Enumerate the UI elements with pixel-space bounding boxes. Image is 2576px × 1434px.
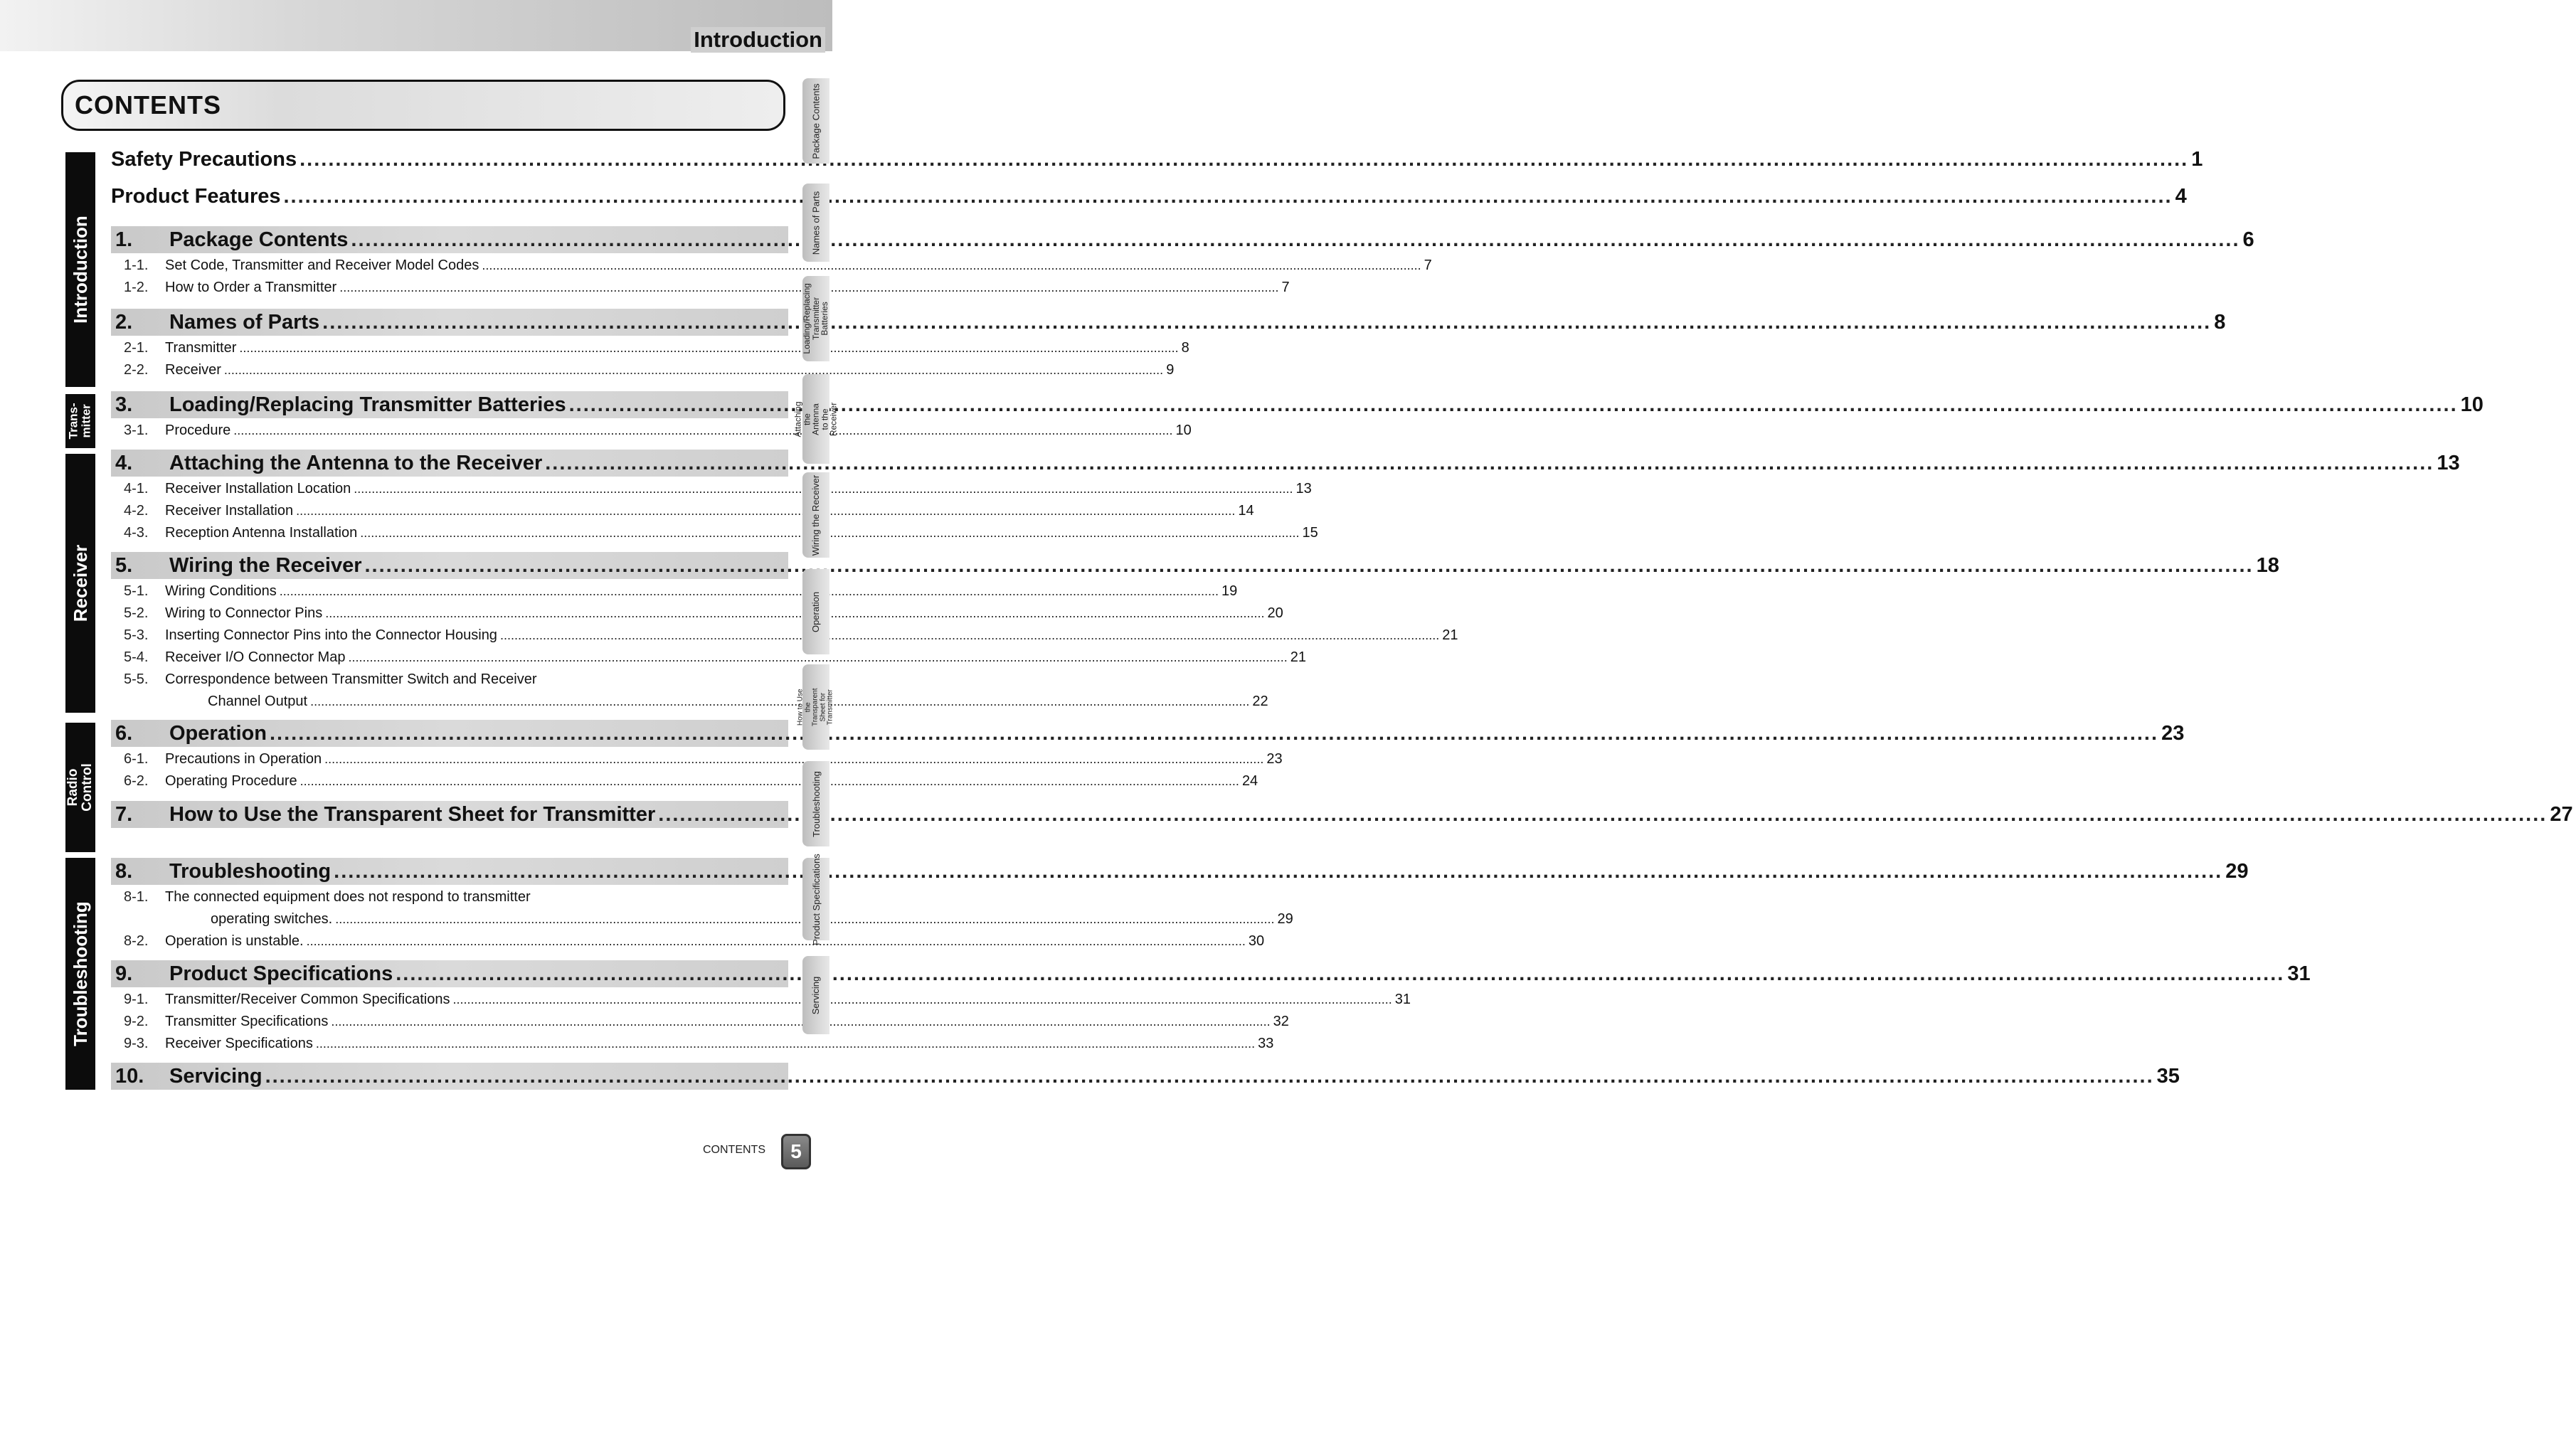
toc-page: 23 <box>2161 721 2185 745</box>
tab-product-specifications[interactable] <box>802 853 829 945</box>
toc-page: 35 <box>2156 1064 2180 1088</box>
toc-page: 10 <box>2460 393 2484 416</box>
toc-label: The connected equipment does not respond to transmitter <box>165 889 531 905</box>
toc-page: 21 <box>1442 627 1458 643</box>
toc-sub-number: 9-2. <box>124 1014 149 1029</box>
toc-sub-number: 5-2. <box>124 605 149 621</box>
tab-label: Package Contents <box>810 83 822 159</box>
toc-entry-features[interactable] <box>111 185 2187 213</box>
toc-section-2[interactable] <box>111 309 2226 336</box>
toc-subentry[interactable] <box>111 337 1189 359</box>
toc-subentry-continued[interactable] <box>111 908 1293 930</box>
toc-page: 24 <box>1241 773 1258 789</box>
toc-label: Procedure <box>165 423 231 438</box>
toc-label: Precautions in Operation <box>165 751 322 767</box>
toc-section-number: 5. <box>115 553 133 577</box>
tab-attaching-antenna[interactable] <box>793 374 839 464</box>
tab-loading-batteries[interactable] <box>802 276 829 361</box>
toc-page: 29 <box>1277 911 1293 927</box>
tab-label: How to Use the Transparent Sheet for Transmitter <box>796 688 834 726</box>
toc-sub-number: 3-1. <box>124 423 149 438</box>
tab-label: Product Specifications <box>810 853 822 945</box>
toc-leader <box>360 526 1299 541</box>
header-title: Introduction <box>691 27 825 53</box>
toc-label: Operation <box>169 721 267 745</box>
toc-page: 1 <box>2191 148 2203 171</box>
page-number-badge: 5 <box>781 1134 811 1169</box>
tab-label: Names of Parts <box>810 191 822 255</box>
toc-section-7[interactable] <box>111 801 2573 828</box>
toc-label: Loading/Replacing Transmitter Batteries <box>169 393 566 416</box>
toc-leader <box>569 393 2458 417</box>
toc-leader <box>482 258 1421 273</box>
toc-label: Receiver Specifications <box>165 1036 313 1051</box>
toc-section-number: 4. <box>115 451 133 474</box>
toc-label: Wiring to Connector Pins <box>165 605 323 621</box>
toc-label: Attaching the Antenna to the Receiver <box>169 451 543 474</box>
toc-subentry[interactable] <box>111 522 1318 544</box>
toc-subentry[interactable] <box>111 1033 1274 1055</box>
toc-page: 15 <box>1302 525 1318 541</box>
toc-leader <box>265 1065 2154 1088</box>
toc-leader <box>284 185 2173 208</box>
toc-leader <box>324 752 1263 767</box>
tab-transparent-sheet[interactable] <box>796 664 834 750</box>
toc-leader <box>300 774 1239 789</box>
toc-section-number: 2. <box>115 310 133 334</box>
footer-label: CONTENTS <box>703 1144 765 1156</box>
toc-page: 31 <box>2287 962 2311 985</box>
side-section-label: Radio Control <box>65 763 95 812</box>
toc-label: Names of Parts <box>169 310 320 334</box>
toc-section-8[interactable] <box>111 858 2249 885</box>
toc-section-number: 3. <box>115 393 133 416</box>
toc-section-number: 7. <box>115 802 133 826</box>
toc-label: operating switches. <box>211 911 333 927</box>
toc-subentry[interactable] <box>111 886 788 908</box>
toc-leader <box>453 992 1392 1007</box>
toc-section-3[interactable] <box>111 391 2484 418</box>
toc-page: 18 <box>2256 553 2279 577</box>
toc-label: How to Order a Transmitter <box>165 280 337 295</box>
tab-label: Wiring the Receiver <box>810 474 822 556</box>
toc-page: 29 <box>2225 859 2249 883</box>
toc-page: 19 <box>1221 583 1238 599</box>
toc-label: Channel Output <box>208 694 308 709</box>
toc-sub-number: 2-1. <box>124 340 149 356</box>
toc-label: Operating Procedure <box>165 773 297 789</box>
toc-section-number: 9. <box>115 962 133 985</box>
toc-page: 7 <box>1424 257 1432 273</box>
tab-package-contents[interactable] <box>802 78 829 164</box>
side-section-label: Receiver <box>70 544 92 622</box>
toc-page: 13 <box>1295 481 1312 496</box>
contents-title: CONTENTS <box>75 90 221 120</box>
toc-section-5[interactable] <box>111 552 2279 579</box>
toc-section-6[interactable] <box>111 720 2185 747</box>
side-section-label: Troubleshooting <box>70 901 91 1046</box>
toc-leader <box>280 584 1219 599</box>
toc-section-10[interactable] <box>111 1063 2180 1090</box>
side-section-troubleshooting <box>65 858 95 1090</box>
toc-leader <box>307 934 1246 949</box>
toc-subentry[interactable] <box>111 580 1238 602</box>
toc-leader <box>658 803 2547 827</box>
toc-label: Transmitter <box>165 340 237 356</box>
tab-label: Servicing <box>810 976 822 1014</box>
toc-label: How to Use the Transparent Sheet for Transmitter <box>169 802 656 826</box>
tab-label: Loading/Replacing Transmitter Batteries <box>802 283 830 354</box>
toc-subentry[interactable] <box>111 625 1458 647</box>
toc-sub-number: 8-2. <box>124 933 149 949</box>
toc-label: Wiring Conditions <box>165 583 277 599</box>
toc-section-number: 8. <box>115 859 133 883</box>
toc-label: Operation is unstable. <box>165 933 304 949</box>
toc-leader <box>351 228 2240 252</box>
toc-page: 8 <box>2214 310 2226 334</box>
toc-leader <box>224 363 1163 378</box>
toc-label: Product Features <box>111 185 281 208</box>
tab-label: Attaching the Antenna to the Receiver <box>793 400 839 437</box>
toc-subentry[interactable] <box>111 748 1283 770</box>
side-section-introduction <box>65 152 95 387</box>
tab-operation[interactable] <box>802 569 829 654</box>
side-section-radio-control <box>65 723 95 852</box>
toc-leader <box>322 311 2211 334</box>
tab-label: Operation <box>810 591 822 632</box>
toc-label: Receiver Installation Location <box>165 481 351 496</box>
toc-label: Wiring the Receiver <box>169 553 362 577</box>
contents-heading-box <box>61 80 785 131</box>
toc-sub-number: 5-5. <box>124 671 149 687</box>
toc-subentry[interactable] <box>111 647 1306 669</box>
toc-sub-number: 5-4. <box>124 649 149 665</box>
toc-subentry[interactable] <box>111 1011 1289 1033</box>
side-section-transmitter <box>65 394 95 448</box>
toc-sub-number: 1-1. <box>124 257 149 273</box>
toc-leader <box>316 1036 1255 1051</box>
toc-leader <box>396 962 2284 986</box>
toc-label: Transmitter Specifications <box>165 1014 329 1029</box>
tab-label: Troubleshooting <box>810 770 822 837</box>
toc-section-number: 10. <box>115 1064 144 1088</box>
toc-label: Receiver <box>165 362 221 378</box>
toc-leader <box>334 860 2222 883</box>
toc-sub-number: 9-3. <box>124 1036 149 1051</box>
toc-page: 33 <box>1258 1036 1274 1051</box>
toc-leader <box>300 148 2188 171</box>
toc-page: 14 <box>1238 503 1254 519</box>
toc-sub-number: 4-3. <box>124 525 149 541</box>
toc-page: 27 <box>2550 802 2573 826</box>
toc-leader <box>239 341 1178 356</box>
toc-page: 10 <box>1175 423 1192 438</box>
tab-troubleshooting[interactable] <box>802 761 829 846</box>
toc-page: 13 <box>2437 451 2460 474</box>
toc-page: 9 <box>1166 362 1175 378</box>
toc-label: Receiver I/O Connector Map <box>165 649 346 665</box>
toc-sub-number: 4-1. <box>124 481 149 496</box>
toc-sub-number: 5-3. <box>124 627 149 643</box>
toc-section-4[interactable] <box>111 450 2460 477</box>
toc-leader <box>365 554 2254 578</box>
side-section-receiver <box>65 454 95 713</box>
toc-label: Troubleshooting <box>169 859 332 883</box>
toc-leader <box>331 1014 1270 1029</box>
toc-subentry[interactable] <box>111 277 1290 299</box>
toc-label: Inserting Connector Pins into the Connector Housing <box>165 627 497 643</box>
toc-leader <box>296 504 1235 519</box>
toc-page: 8 <box>1181 340 1189 356</box>
toc-sub-number: 4-2. <box>124 503 149 519</box>
toc-subentry[interactable] <box>111 420 1192 442</box>
toc-leader <box>310 694 1249 709</box>
tab-wiring-receiver[interactable] <box>802 472 829 558</box>
toc-page: 23 <box>1266 751 1283 767</box>
toc-sub-number: 6-2. <box>124 773 149 789</box>
toc-subentry[interactable] <box>111 500 1254 522</box>
side-section-label: Introduction <box>70 216 92 324</box>
toc-page: 22 <box>1252 694 1268 709</box>
toc-sub-number: 9-1. <box>124 992 149 1007</box>
toc-leader <box>500 628 1439 643</box>
toc-page: 7 <box>1281 280 1290 295</box>
toc-sub-number: 6-1. <box>124 751 149 767</box>
toc-subentry[interactable] <box>111 770 1258 792</box>
toc-page: 21 <box>1290 649 1306 665</box>
toc-sub-number: 5-1. <box>124 583 149 599</box>
toc-label: Product Specifications <box>169 962 393 985</box>
toc-label: Package Contents <box>169 228 349 251</box>
toc-entry-safety[interactable] <box>111 148 2203 176</box>
toc-page: 20 <box>1267 605 1283 621</box>
toc-section-9[interactable] <box>111 960 2311 987</box>
toc-section-number: 1. <box>115 228 133 251</box>
toc-section-number: 6. <box>115 721 133 745</box>
toc-subentry[interactable] <box>111 930 1265 952</box>
toc-leader <box>270 722 2158 745</box>
toc-label: Transmitter/Receiver Common Specifications <box>165 992 450 1007</box>
toc-page: 32 <box>1273 1014 1289 1029</box>
toc-leader <box>233 423 1172 438</box>
toc-label: Receiver Installation <box>165 503 294 519</box>
toc-label: Correspondence between Transmitter Switch and Receiver <box>165 671 537 687</box>
toc-sub-number: 8-1. <box>124 889 149 905</box>
toc-page: 30 <box>1248 933 1265 949</box>
toc-page: 6 <box>2242 228 2254 251</box>
toc-label: Safety Precautions <box>111 148 297 171</box>
toc-subentry[interactable] <box>111 669 788 691</box>
toc-sub-number: 2-2. <box>124 362 149 378</box>
toc-subentry[interactable] <box>111 478 1312 500</box>
toc-leader <box>325 606 1264 621</box>
toc-section-1[interactable] <box>111 226 2254 253</box>
toc-page: 31 <box>1394 992 1411 1007</box>
toc-page: 4 <box>2175 185 2187 208</box>
toc-subentry[interactable] <box>111 255 1432 277</box>
toc-sub-number: 1-2. <box>124 280 149 295</box>
tab-names-of-parts[interactable] <box>802 184 829 262</box>
toc-label: Servicing <box>169 1064 263 1088</box>
toc-subentry[interactable] <box>111 359 1175 381</box>
tab-servicing[interactable] <box>802 956 829 1034</box>
toc-label: Set Code, Transmitter and Receiver Model Codes <box>165 257 479 273</box>
side-section-label: Trans- mitter <box>67 403 93 440</box>
toc-label: Reception Antenna Installation <box>165 525 358 541</box>
